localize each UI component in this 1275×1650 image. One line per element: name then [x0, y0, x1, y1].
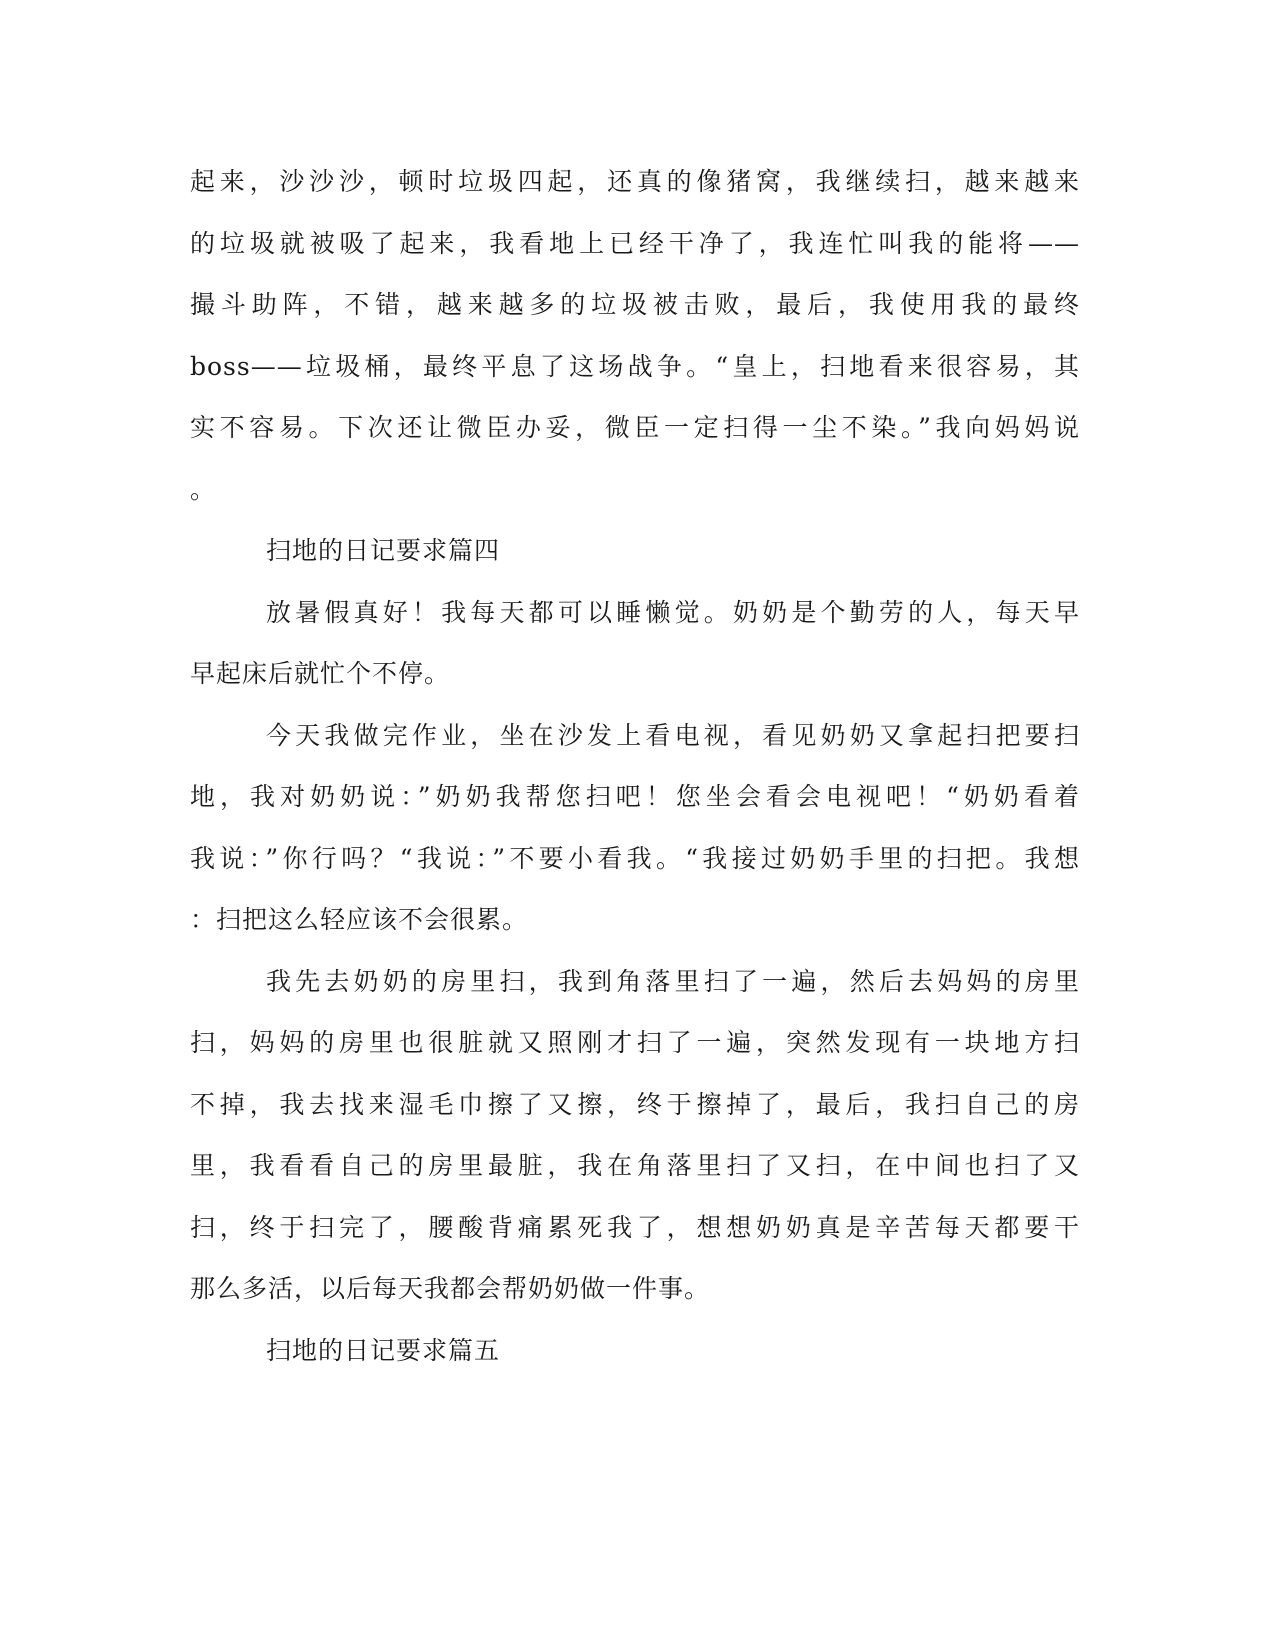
text-line: 我说：”你行吗？“我说：”不要小看我。“我接过奶奶手里的扫把。我想 [190, 843, 1080, 873]
document-body [190, 162, 1080, 1392]
section-heading-4: 扫地的日记要求篇四 [266, 536, 501, 565]
text-line: 那么多活，以后每天我都会帮奶奶做一件事。 [190, 1274, 711, 1303]
text-line: 的垃圾就被吸了起来，我看地上已经干净了，我连忙叫我的能将—— [190, 228, 1080, 258]
paragraph-start: 放暑假真好！我每天都可以睡懒觉。奶奶是个勤劳的人，每天早 [266, 597, 1080, 627]
text-line: 早起床后就忙个不停。 [190, 659, 451, 688]
section-heading-5: 扫地的日记要求篇五 [266, 1335, 501, 1365]
text-line: boss——垃圾桶，最终平息了这场战争。“皇上，扫地看来很容易，其 [190, 351, 1080, 381]
text-line: 地，我对奶奶说：”奶奶我帮您扫吧！您坐会看会电视吧！“奶奶看着 [190, 782, 1080, 811]
text-line: 起来，沙沙沙，顿时垃圾四起，还真的像猪窝，我继续扫，越来越来 [190, 167, 1080, 196]
text-line: 扫，终于扫完了，腰酸背痛累死我了，想想奶奶真是辛苦每天都要干 [190, 1212, 1080, 1242]
text-line: 实不容易。下次还让微臣办妥，微臣一定扫得一尘不染。”我向妈妈说 [190, 413, 1080, 442]
text-line: 。 [190, 474, 217, 504]
text-line: 里，我看看自己的房里最脏，我在角落里扫了又扫，在中间也扫了又 [190, 1151, 1080, 1180]
text-line: 不掉，我去找来湿毛巾擦了又擦，终于擦掉了，最后，我扫自己的房 [190, 1089, 1080, 1119]
text-line: 扫，妈妈的房里也很脏就又照刚才扫了一遍，突然发现有一块地方扫 [190, 1028, 1080, 1057]
text-line: 撮斗助阵，不错，越来越多的垃圾被击败，最后，我使用我的最终 [190, 290, 1080, 319]
paragraph-start: 我先去奶奶的房里扫，我到角落里扫了一遍，然后去妈妈的房里 [266, 966, 1080, 996]
text-line: ：扫把这么轻应该不会很累。 [190, 905, 529, 934]
paragraph-start: 今天我做完作业，坐在沙发上看电视，看见奶奶又拿起扫把要扫 [266, 720, 1080, 750]
